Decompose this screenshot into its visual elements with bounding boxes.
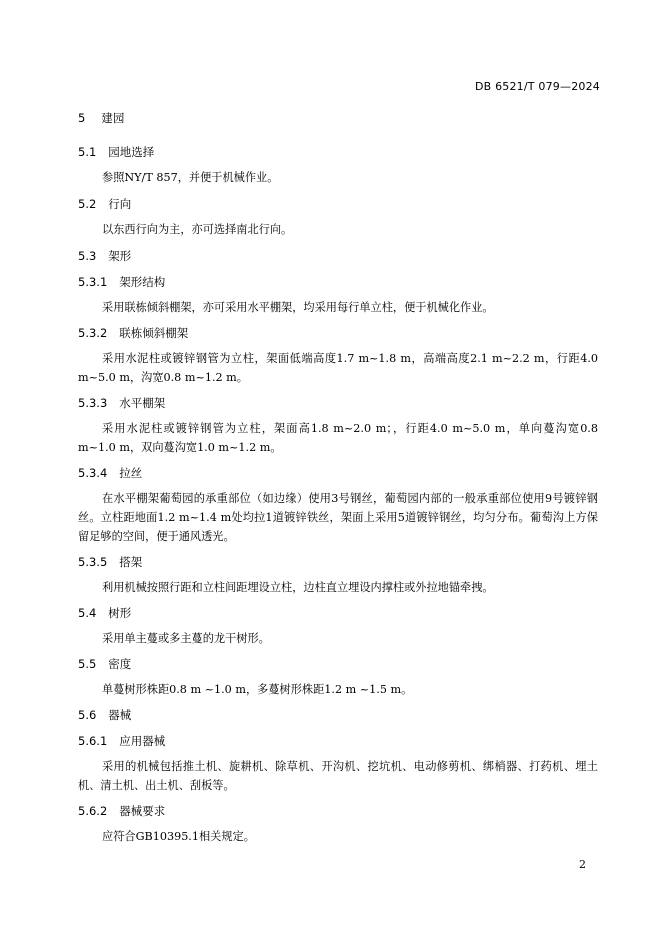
section-heading-5-3-5 <box>78 554 142 570</box>
page-number: 2 <box>579 858 586 871</box>
section-title: 器械要求 <box>119 804 166 818</box>
section-heading-5 <box>78 110 124 126</box>
section-title: 水平棚架 <box>119 396 166 410</box>
section-title: 架形结构 <box>119 275 166 289</box>
section-title: 应用器械 <box>119 734 166 748</box>
section-heading-5-4 <box>78 605 131 621</box>
section-number: 5 <box>78 111 86 125</box>
section-text-5-3-2: 采用水泥柱或镀锌钢管为立柱，架面低端高度1.7 m~1.8 m，高端高度2.1 m~2.2 m，行距4.0 m~5.0 m，沟宽0.8 m~1.2 m。 <box>78 352 598 384</box>
section-heading-5-6-1 <box>78 733 165 749</box>
section-text-5-2: 以东西行向为主，亦可选择南北行向。 <box>102 223 293 236</box>
section-heading-5-3-3 <box>78 395 165 411</box>
section-heading-5-3-4 <box>78 465 142 481</box>
document-id: DB 6521/T 079—2024 <box>474 80 600 93</box>
section-title: 园地选择 <box>108 145 155 159</box>
section-text-5-1: 参照NY/T 857，并便于机械作业。 <box>102 171 279 184</box>
section-title: 建园 <box>101 111 125 125</box>
section-heading-5-6-2 <box>78 803 165 819</box>
section-text-5-3-4: 在水平棚架葡萄园的承重部位（如边缘）使用3号钢丝，葡萄园内部的一般承重部位使用9号镀锌钢丝。立柱距地面1.2 m~1.4 m处均拉1道镀锌铁丝，架面上采用5道镀锌钢丝，均匀分布。葡萄沟上方保留足够的空间，便于通风透光。 <box>78 492 598 543</box>
section-title: 密度 <box>108 657 132 671</box>
section-number: 5.3.1 <box>78 275 108 289</box>
section-text-5-3-5: 利用机械按照行距和立柱间距埋设立柱，边柱直立埋设内撑柱或外拉地锚牵拽。 <box>102 581 494 594</box>
section-number: 5.3.2 <box>78 326 108 340</box>
section-text-5-3-3: 采用水泥柱或镀锌钢管为立柱，架面高1.8 m~2.0 m；，行距4.0 m~5.0 m，单向蔓沟宽0.8 m~1.0 m，双向蔓沟宽1.0 m~1.2 m。 <box>78 422 598 454</box>
section-heading-5-2 <box>78 196 131 212</box>
section-number: 5.6.2 <box>78 804 108 818</box>
section-number: 5.1 <box>78 145 97 159</box>
section-text-5-6-1: 采用的机械包括推土机、旋耕机、除草机、开沟机、挖坑机、电动修剪机、绑梢器、打药机、埋土机、清土机、出土机、刮板等。 <box>78 760 598 792</box>
section-title: 器械 <box>108 708 132 722</box>
section-number: 5.5 <box>78 657 97 671</box>
section-heading-5-1 <box>78 144 154 160</box>
section-title: 行向 <box>108 197 132 211</box>
section-number: 5.6.1 <box>78 734 108 748</box>
section-number: 5.4 <box>78 606 97 620</box>
section-heading-5-3-1 <box>78 274 165 290</box>
section-text-5-6-2: 应符合GB10395.1相关规定。 <box>102 830 255 843</box>
section-title: 树形 <box>108 606 132 620</box>
section-heading-5-3-2 <box>78 325 188 341</box>
section-title: 联栋倾斜棚架 <box>119 326 189 340</box>
section-number: 5.3.5 <box>78 555 108 569</box>
section-title: 架形 <box>108 249 132 263</box>
section-title: 搭架 <box>119 555 143 569</box>
section-heading-5-6 <box>78 707 131 723</box>
section-heading-5-3 <box>78 248 131 264</box>
section-title: 拉丝 <box>119 466 143 480</box>
section-text-5-5: 单蔓树形株距0.8 m ~1.0 m，多蔓树形株距1.2 m ~1.5 m。 <box>102 683 413 696</box>
section-number: 5.3.4 <box>78 466 108 480</box>
section-text-5-3-1: 采用联栋倾斜棚架，亦可采用水平棚架，均采用每行单立柱，便于机械化作业。 <box>102 301 494 314</box>
section-text-5-4: 采用单主蔓或多主蔓的龙干树形。 <box>102 632 270 645</box>
section-number: 5.3 <box>78 249 97 263</box>
section-number: 5.6 <box>78 708 97 722</box>
section-heading-5-5 <box>78 656 131 672</box>
section-number: 5.2 <box>78 197 97 211</box>
section-number: 5.3.3 <box>78 396 108 410</box>
